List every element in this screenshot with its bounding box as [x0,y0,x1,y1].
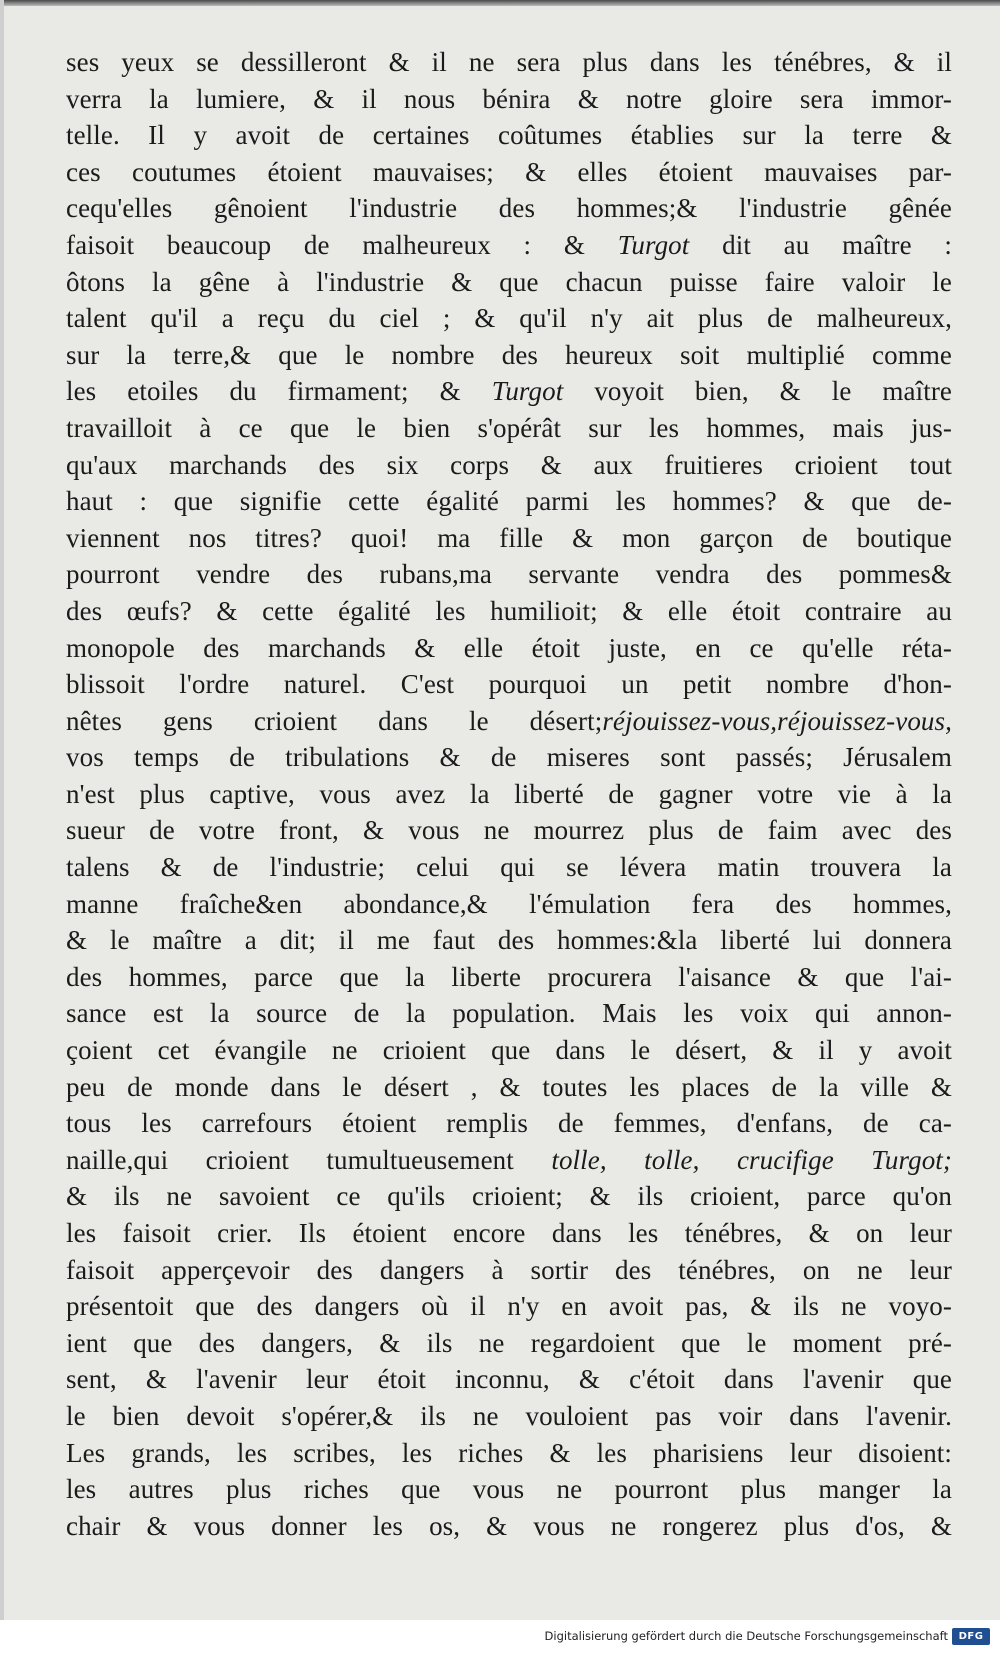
text-line [66,1398,952,1435]
text-line [66,483,952,520]
text-segment: manne fraîche&en abondance,& l'émulation fera des hommes, [66,888,952,919]
italic-text-segment: réjouissez-vous,réjouissez-vous, [602,705,952,736]
text-line [66,1435,952,1472]
text-segment: qu'aux marchands des six corps & aux fruitieres crioient tout [66,449,952,480]
text-segment: cequ'elles gênoient l'industrie des hommes;& l'industrie gênée [66,193,952,224]
text-line [66,447,952,484]
italic-text-segment: Turgot [617,229,690,260]
text-segment: & le maître a dit; il me faut des hommes:&la liberté lui donnera [66,925,952,956]
text-segment: présentoit que des dangers où il n'y en avoit pas, & ils ne voyo- [66,1291,952,1322]
text-line [66,1508,952,1545]
text-line [66,849,952,886]
text-line [66,886,952,923]
text-line [66,373,952,410]
text-line [66,44,952,81]
text-line [66,1471,952,1508]
text-segment: n'est plus captive, vous avez la liberté de gagner votre vie à la [66,778,952,809]
text-line [66,812,952,849]
page-left-edge [0,0,4,1620]
text-line [66,630,952,667]
text-line [66,1032,952,1069]
text-line [66,703,952,740]
text-segment: ces coutumes étoient mauvaises; & elles étoient mauvaises par- [66,156,952,187]
italic-text-segment: Turgot [491,376,564,407]
text-line [66,1288,952,1325]
text-segment: & ils ne savoient ce qu'ils crioient; & ils crioient, parce qu'on [66,1181,952,1212]
text-line [66,1178,952,1215]
text-segment: monopole des marchands & elle étoit juste, en ce qu'elle réta- [66,632,952,663]
text-segment: dit au maître : [689,229,952,260]
text-line [66,227,952,264]
text-segment: le bien devoit s'opérer,& ils ne vouloient pas voir dans l'avenir. [66,1400,952,1431]
text-line [66,593,952,630]
text-line [66,410,952,447]
text-line [66,81,952,118]
text-segment: talens & de l'industrie; celui qui se lévera matin trouvera la [66,852,952,883]
text-line [66,1361,952,1398]
text-segment: çoient cet évangile ne crioient que dans le désert, & il y avoit [66,1035,952,1066]
dfg-logo-icon: DFG [952,1628,990,1645]
text-segment: travailloit à ce que le bien s'opérât sur les hommes, mais jus- [66,412,952,443]
text-segment: pourront vendre des rubans,ma servante vendra des pommes& [66,559,952,590]
text-line [66,922,952,959]
page-text-block [66,44,952,1544]
text-segment: les autres plus riches que vous ne pourront plus manger la [66,1474,952,1505]
text-segment: ient que des dangers, & ils ne regardoient que le moment pré- [66,1327,952,1358]
text-segment: nêtes gens crioient dans le désert; [66,705,603,736]
text-line [66,995,952,1032]
text-line [66,666,952,703]
text-segment: blissoit l'ordre naturel. C'est pourquoi un petit nombre d'hon- [66,669,952,700]
text-segment: peu de monde dans le désert , & toutes les places de la ville & [66,1071,952,1102]
text-line [66,1142,952,1179]
text-segment: vos temps de tribulations & de miseres sont passés; Jérusalem [66,742,952,773]
text-segment: chair & vous donner les os, & vous ne rongerez plus d'os, & [66,1510,952,1541]
text-line [66,190,952,227]
text-line [66,264,952,301]
digitization-credit: Digitalisierung gefördert durch die Deutsche Forschungsgemeinschaft [544,1629,948,1643]
text-segment: telle. Il y avoit de certaines coûtumes établies sur la terre & [66,120,952,151]
page-top-edge [0,0,1000,6]
text-segment: sur la terre,& que le nombre des heureux soit multiplié comme [66,339,952,370]
text-line [66,1215,952,1252]
text-line [66,1069,952,1106]
digitization-footer [0,1620,1000,1655]
text-segment: ôtons la gêne à l'industrie & que chacun puisse faire valoir le [66,266,952,297]
text-segment: sance est la source de la population. Mais les voix qui annon- [66,998,952,1029]
text-segment: faisoit beaucoup de malheureux : & [66,229,618,260]
text-segment: les faisoit crier. Ils étoient encore dans les ténébres, & on leur [66,1218,952,1248]
text-line [66,1325,952,1362]
text-line [66,520,952,557]
text-line [66,739,952,776]
text-line [66,337,952,374]
text-segment: tous les carrefours étoient remplis de femmes, d'enfans, de ca- [66,1108,952,1139]
text-segment: naille,qui crioient tumultueusement [66,1144,552,1175]
text-segment: haut : que signifie cette égalité parmi les hommes? & que de- [66,486,952,517]
text-segment: sueur de votre front, & vous ne mourrez plus de faim avec des [66,815,952,846]
text-segment: les etoiles du firmament; & [66,376,492,407]
text-segment: faisoit apperçevoir des dangers à sortir des ténébres, on ne leur [66,1254,952,1285]
italic-text-segment: tolle, tolle, crucifige Turgot; [551,1144,952,1175]
text-segment: voyoit bien, & le maître [563,376,952,407]
text-segment: verra la lumiere, & il nous bénira & notre gloire sera immor- [66,83,952,114]
text-segment: sent, & l'avenir leur étoit inconnu, & c'étoit dans l'avenir que [66,1364,952,1395]
text-segment: Les grands, les scribes, les riches & les pharisiens leur disoient: [66,1437,952,1468]
text-line [66,556,952,593]
text-line [66,154,952,191]
text-segment: des hommes, parce que la liberte procurera l'aisance & que l'ai- [66,961,952,992]
text-segment: ses yeux se dessilleront & il ne sera plus dans les ténébres, & il [66,47,952,77]
text-segment: viennent nos titres? quoi! ma fille & mon garçon de boutique [66,522,952,553]
text-line [66,776,952,813]
text-line [66,300,952,337]
text-segment: des œufs? & cette égalité les humilioit; & elle étoit contraire au [66,595,952,626]
text-line [66,117,952,154]
text-line [66,1105,952,1142]
text-line [66,1252,952,1289]
text-segment: talent qu'il a reçu du ciel ; & qu'il n'y ait plus de malheureux, [66,303,952,334]
text-line [66,959,952,996]
